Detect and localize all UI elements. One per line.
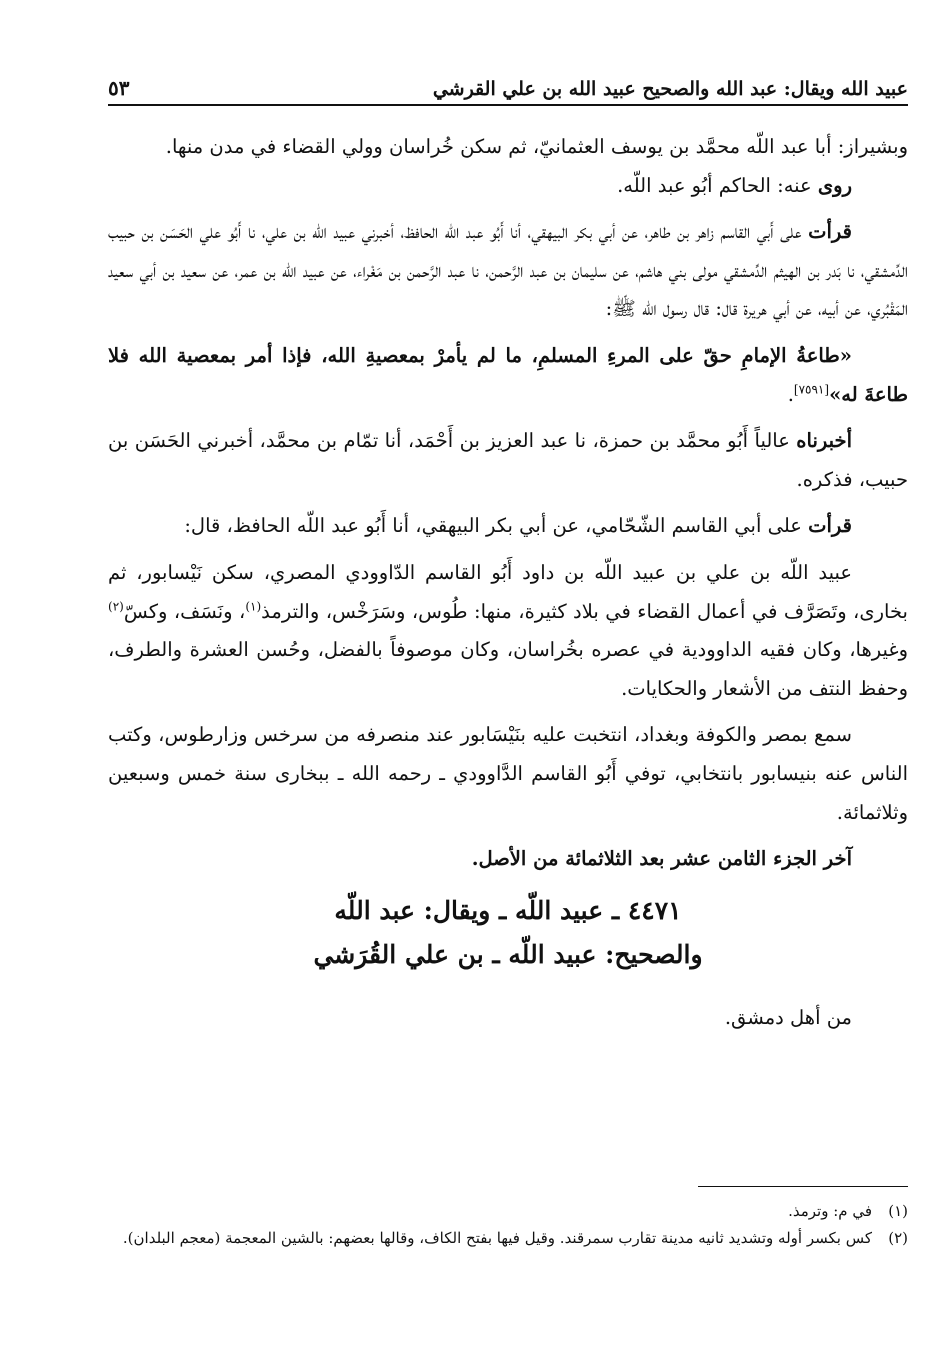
footnote-ref-2: (٢) [108,599,124,614]
running-title: عبيد الله ويقال: عبد الله والصحيح عبيد الله بن علي القرشي [432,78,908,100]
footnote-1 [108,1198,908,1225]
paragraph-narrators [108,167,908,206]
hadith-text: «طاعةُ الإمامِ حقّ على المرءِ المسلمِ، ما لم يأمرْ بمعصيةِ الله، فإذا أمر بمعصية الله فلا طاعةَ له» [108,343,908,406]
main-text [108,128,908,1037]
paragraph-isnad [108,213,908,329]
footnote-text: كس بكسر أوله وتشديد ثانيه مدينة تقارب سمرقند. وقيل فيها بفتح الكاف، وقالها بعضهم: بالشين المعجمة (معجم البلدان). [122,1229,872,1247]
entry-heading-line-1: ٤٤٧١ ـ عبيد اللّه ـ ويقال: عبد اللّه [334,895,682,925]
paragraph-text: وبشيراز: أبا عبد اللّه محمَّد بن يوسف العثمانيّ، ثم سكن خُراسان وولي القضاء في مدن منها. [165,135,908,158]
paragraph-text: على أَبي القاسم زاهر بن طاهر، عن أبي بكر البيهقي، أنا أَبُو عبد اللّه الحافظ، أخبرني عبيد اللّه بن علي، نا أَبُو علي الحَسَن بن حبيب الدِّمشقي، نا بَدر بن الهيثم الدِّمشقي مولى بني هاشم، عن سليمان بن عبد الرَّحمن، نا عبد الرَّحمن بن مَغْراء، عن عبيد اللّه بن عمر، عن سعيد بن أبي سعيد المَقْبُري، عن أبيه، عن أبي هريرة قال: قال رسول الله ﷺ: [108,220,908,321]
keyword-qaratu: قرأت [808,514,852,538]
keyword-rawa: روى [817,173,852,197]
paragraph-text: وغيرها، وكان فقيه الداوودية في عصره بخُراسان، وكان موصوفاً بالفضل، وحُسن العشرة والطرف، وحفظ النتف من الأشعار والحكايات. [108,638,908,700]
paragraph-biography [108,554,908,708]
paragraph-qaratu-2 [108,507,908,546]
paragraph-hadith [108,337,908,414]
footnote-text: في م: وترمذ. [788,1202,872,1220]
hadith-number: [٧٥٩١] [793,382,830,397]
footnotes [108,1198,908,1252]
paragraph-text: على أبي القاسم الشّحّامي، عن أبي بكر البيهقي، أنا أَبُو عبد اللّه الحافظ، قال: [184,514,809,538]
paragraph-text: عنه: الحاكم أبُو عبد اللّه. [617,173,818,197]
entry-heading [108,889,908,977]
entry-description: من أهل دمشق. [724,1005,852,1029]
entry-heading-line-2: والصحيح: عبيد اللّه ـ بن علي القُرَشي [313,939,703,969]
footnote-2 [108,1225,908,1252]
paragraph-sama [108,716,908,832]
keyword-akhbarana: أخبرناه [796,429,852,453]
keyword-qaratu: قرأت [808,220,852,244]
juz-end-note: آخر الجزء الثامن عشر بعد الثلاثمائة من الأصل. [471,847,852,871]
paragraph-text: عالياً أَبُو محمَّد بن حمزة، نا عبد العزيز بن أَحْمَد، أنا تمّام بن محمَّد، أخبرني الحَسَن بن حبيب، فذكره. [108,429,908,491]
footnote-ref-1: (١) [245,599,262,614]
paragraph-continuation [108,128,908,167]
paragraph-text: ، ونَسَف، وكسّ [123,599,246,623]
paragraph-text: عبيد اللّه بن علي بن عبيد اللّه بن داود أَبُو القاسم الدّاوودي المصري، سكن نَيْسابور، ثم بخارى، وتَصَرَّف في أعمال القضاء في بلاد كثيرة، منها: طُوس، وسَرَخْس، والترمذ [108,560,908,623]
running-header [108,64,908,106]
page-number: ٥٣ [108,76,130,100]
paragraph-text: سمع بمصر والكوفة وبغداد، انتخبت عليه بنَيْسَابور عند منصرفه من سرخس وزارطوس، وكتب الناس عنه بنيسابور بانتخابي، توفي أَبُو القاسم الدَّاوودي ـ رحمه الله ـ ببخارى سنة خمس وسبعين وثلاثمائة. [108,723,908,824]
hadith-end: . [787,382,794,406]
paragraph-akhbarana [108,422,908,499]
footnote-number: (١) [888,1202,908,1220]
footnote-divider [698,1186,908,1187]
footnote-number: (٢) [888,1229,908,1247]
